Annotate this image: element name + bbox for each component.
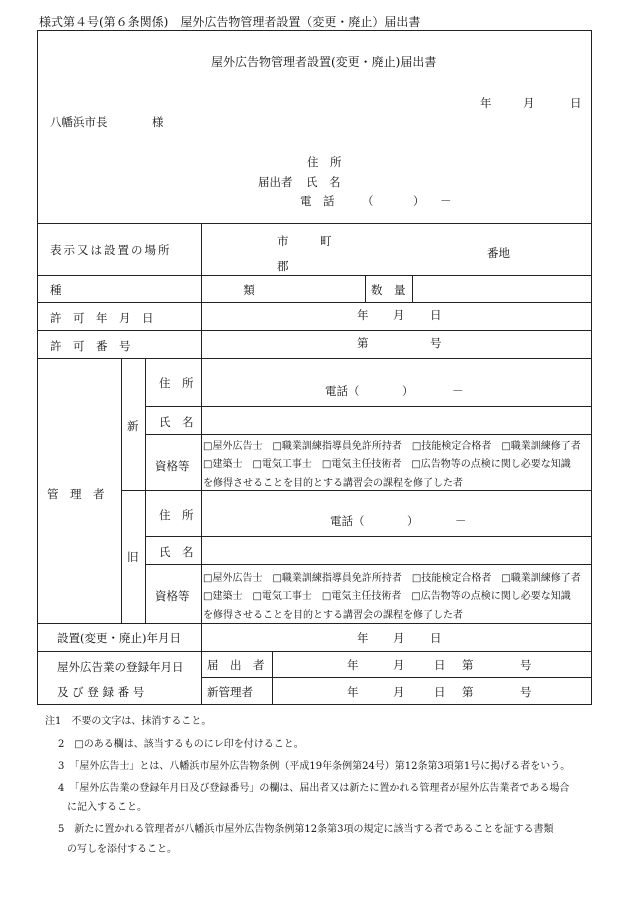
new-qualification-line3: を修得させることを目的とする講習会の課程を修了した者 [203,478,463,489]
note-4: 4 「屋外広告業の登録年月日及び登録番号」の欄は、届出者又は新たに置かれる管理者が屋外広告業者である場合 [58,783,570,794]
applicant-address-label: 住 所 [307,155,342,169]
location-label: 表示又は設置の場所 [50,243,172,257]
old-qualification-line1: □屋外広告士 □職業訓練指導員免許所持者 □技能検定合格者 □職業訓練修了者 [203,573,581,584]
permit-number-go: 号 [430,336,442,350]
applicant-phone-dash: － [440,194,452,208]
old-phone-close: ） [407,514,419,528]
permit-date-label: 許 可 年 月 日 [50,311,154,325]
type-label: 種 類 [50,283,292,297]
change-date-month: 月 [393,631,405,645]
old-address-label: 住 所 [159,508,194,522]
note-4-cont: に記入すること。 [67,802,147,813]
registration-row2-go: 号 [520,685,532,699]
permit-date-year: 年 [357,308,369,322]
applicant-name-label: 氏 名 [306,175,341,189]
old-name-label: 氏 名 [159,545,194,559]
permit-number-dai: 第 [357,336,369,350]
location-banchi: 番地 [487,246,510,260]
registration-label-line2: 及 び 登 録 番 号 [57,685,145,699]
registration-row1-year: 年 [347,658,359,672]
permit-date-month: 月 [393,308,405,322]
permit-number-label: 許 可 番 号 [50,339,131,353]
note-3: 3 「屋外広告士」とは、八幡浜市屋外広告物条例（平成19年条例第24号）第12条第3項第1号に掲げる者をいう。 [58,761,571,772]
new-phone-close: ） [402,384,414,398]
old-qualification-label: 資格等 [155,589,190,603]
registration-row1-dai: 第 [462,658,474,672]
form-title: 屋外広告物管理者設置(変更・廃止)届出書 [211,55,437,69]
location-shi: 市 [277,234,289,248]
registration-row2-year: 年 [347,685,359,699]
registration-row1-day: 日 [434,658,446,672]
old-qualification-line2: □建築士 □電気工事士 □電気主任技術者 □広告物等の点検に関し必要な知識 [203,591,571,602]
registration-row1-label: 届 出 者 [207,658,265,672]
manager-label: 管 理 者 [47,487,105,501]
old-phone-dash: － [455,514,467,528]
quantity-label: 数 量 [371,283,406,297]
new-name-label: 氏 名 [159,415,194,429]
permit-date-day: 日 [430,308,442,322]
applicant-label: 届出者 [258,175,293,189]
change-date-year: 年 [357,631,369,645]
new-address-label: 住 所 [159,376,194,390]
registration-row1-go: 号 [520,658,532,672]
date-year-label: 年 [480,96,492,110]
note-5: 5 新たに置かれる管理者が八幡浜市屋外広告物条例第12条第3項の規定に該当する者であることを証する書類 [58,824,554,835]
applicant-phone-label: 電 話 [300,194,335,208]
applicant-phone-open: （ [362,194,374,208]
location-machi: 町 [320,234,332,248]
change-date-day: 日 [430,631,442,645]
note-1: 注1 不要の文字は、抹消すること。 [45,716,212,727]
location-gun: 郡 [277,259,289,273]
registration-row2-label: 新管理者 [207,685,253,699]
applicant-phone-close: ） [413,194,425,208]
registration-label-line1: 屋外広告業の登録年月日 [57,660,184,674]
new-phone-label: 電話（ [325,384,360,398]
form-number-header: 様式第４号(第６条関係) 屋外広告物管理者設置（変更・廃止）届出書 [39,15,421,29]
manager-old-label: 旧 [127,550,139,564]
change-date-label: 設置(変更・廃止)年月日 [57,631,181,645]
new-qualification-line2: □建築士 □電気工事士 □電気主任技術者 □広告物等の点検に関し必要な知識 [203,459,571,470]
date-month-label: 月 [523,96,535,110]
registration-row2-month: 月 [393,685,405,699]
registration-row1-month: 月 [393,658,405,672]
registration-row2-dai: 第 [462,685,474,699]
date-day-label: 日 [570,96,582,110]
addressee: 八幡浜市長 [50,115,108,129]
addressee-suffix: 様 [152,115,164,129]
manager-new-label: 新 [127,419,139,433]
new-qualification-label: 資格等 [155,459,190,473]
old-qualification-line3: を修得させることを目的とする講習会の課程を修了した者 [203,610,463,621]
note-2: 2 □のある欄は、該当するものにレ印を付けること。 [58,739,304,750]
old-phone-label: 電話（ [330,514,365,528]
new-phone-dash: － [452,384,464,398]
registration-row2-day: 日 [434,685,446,699]
new-qualification-line1: □屋外広告士 □職業訓練指導員免許所持者 □技能検定合格者 □職業訓練修了者 [203,441,581,452]
note-5-cont: の写しを添付すること。 [67,844,177,855]
